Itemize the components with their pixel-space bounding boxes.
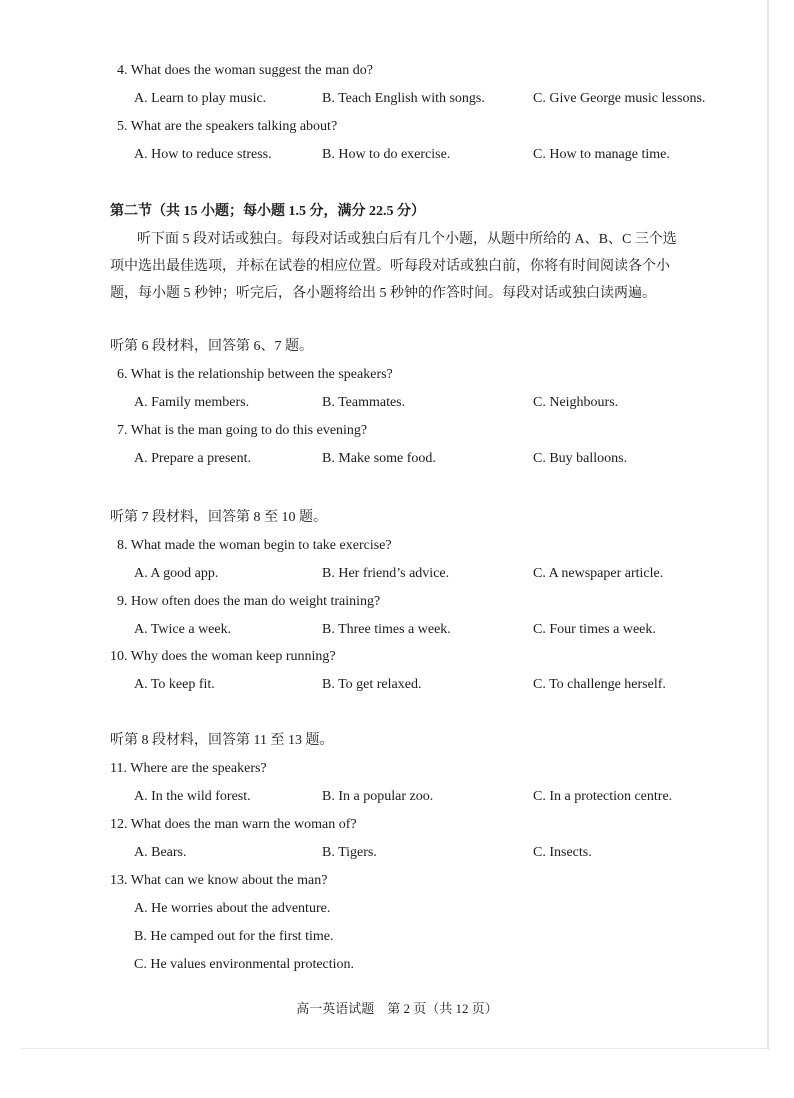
q6-option-b: B. Teammates. [322, 395, 406, 410]
question-13: 13. What can we know about the man? [110, 873, 328, 888]
instructions-line-2: 项中选出最佳选项，并标在试卷的相应位置。听每段对话或独白前，你将有时间阅读各个小 [110, 259, 670, 274]
q7-option-a: A. Prepare a present. [134, 451, 252, 466]
question-8: 8. What made the woman begin to take exercise? [117, 538, 392, 553]
instructions-line-3: 题，每小题 5 秒钟；听完后，各小题将给出 5 秒钟的作答时间。每段对话或独白读两遍。 [110, 286, 656, 301]
scan-edge-right [767, 0, 769, 1050]
question-4: 4. What does the woman suggest the man do? [117, 63, 373, 78]
q12-option-a: A. Bears. [134, 845, 187, 860]
q11-option-a: A. In the wild forest. [134, 789, 251, 804]
q10-option-b: B. To get relaxed. [322, 677, 422, 692]
page-footer: 高一英语试题 第 2 页（共 12 页） [296, 1001, 498, 1016]
q5-option-a: A. How to reduce stress. [134, 147, 272, 162]
q5-option-c: C. How to manage time. [533, 147, 670, 162]
q8-option-c: C. A newspaper article. [533, 566, 664, 581]
question-9: 9. How often does the man do weight training? [117, 594, 381, 609]
question-10: 10. Why does the woman keep running? [110, 649, 336, 664]
q12-option-b: B. Tigers. [322, 845, 377, 860]
q8-option-a: A. A good app. [134, 566, 219, 581]
q9-option-c: C. Four times a week. [533, 622, 656, 637]
q7-option-b: B. Make some food. [322, 451, 436, 466]
q10-option-c: C. To challenge herself. [533, 677, 666, 692]
q12-option-c: C. Insects. [533, 845, 592, 860]
question-5: 5. What are the speakers talking about? [117, 119, 338, 134]
q8-option-b: B. Her friend’s advice. [322, 566, 450, 581]
q9-option-b: B. Three times a week. [322, 622, 451, 637]
q4-option-c: C. Give George music lessons. [533, 91, 706, 106]
q6-option-c: C. Neighbours. [533, 395, 619, 410]
part-7-heading: 听第 7 段材料，回答第 8 至 10 题。 [110, 510, 327, 525]
q5-option-b: B. How to do exercise. [322, 147, 451, 162]
q9-option-a: A. Twice a week. [134, 622, 232, 637]
q11-option-c: C. In a protection centre. [533, 789, 673, 804]
question-7: 7. What is the man going to do this evening? [117, 423, 368, 438]
q6-option-a: A. Family members. [134, 395, 250, 410]
q7-option-c: C. Buy balloons. [533, 451, 628, 466]
q10-option-a: A. To keep fit. [134, 677, 215, 692]
q11-option-b: B. In a popular zoo. [322, 789, 434, 804]
question-6: 6. What is the relationship between the speakers? [117, 367, 393, 382]
instructions-line-1: 听下面 5 段对话或独白。每段对话或独白后有几个小题，从题中所给的 A、B、C 三个选 [137, 232, 677, 247]
q13-option-c: C. He values environmental protection. [134, 957, 355, 972]
part-6-heading: 听第 6 段材料，回答第 6、7 题。 [110, 339, 313, 354]
part-8-heading: 听第 8 段材料，回答第 11 至 13 题。 [110, 733, 334, 748]
q13-option-a: A. He worries about the adventure. [134, 901, 331, 916]
question-12: 12. What does the man warn the woman of? [110, 817, 357, 832]
question-11: 11. Where are the speakers? [110, 761, 267, 776]
q4-option-b: B. Teach English with songs. [322, 91, 485, 106]
scan-edge-bottom [20, 1048, 770, 1049]
q13-option-b: B. He camped out for the first time. [134, 929, 334, 944]
q4-option-a: A. Learn to play music. [134, 91, 267, 106]
section-title: 第二节（共 15 小题；每小题 1.5 分，满分 22.5 分） [110, 204, 425, 219]
